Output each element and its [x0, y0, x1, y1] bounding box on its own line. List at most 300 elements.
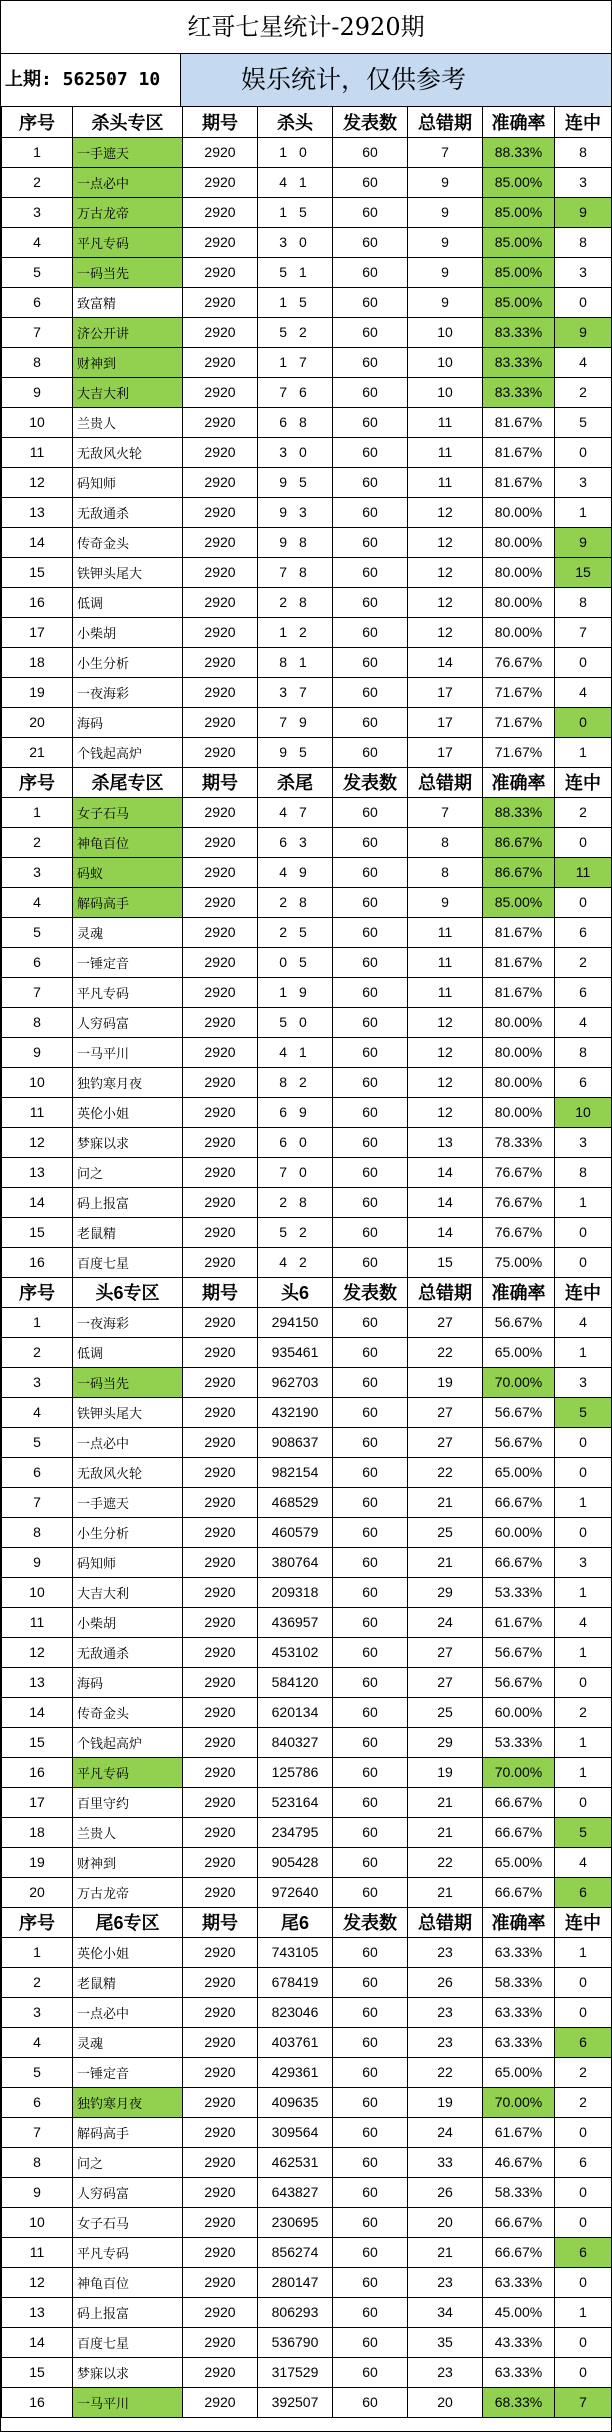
- row-period: 2920: [183, 437, 258, 467]
- row-errors: 21: [408, 1547, 483, 1577]
- row-name: 传奇金头: [73, 527, 183, 557]
- row-errors: 27: [408, 1307, 483, 1337]
- row-errors: 24: [408, 1607, 483, 1637]
- row-value: 294150: [258, 1307, 333, 1337]
- row-no: 4: [2, 1397, 73, 1427]
- row-posts: 60: [333, 587, 408, 617]
- table-row: [2, 1007, 612, 1037]
- row-errors: 9: [408, 257, 483, 287]
- row-errors: 12: [408, 587, 483, 617]
- row-streak: 2: [555, 2057, 612, 2087]
- row-accuracy: 58.33%: [483, 1967, 555, 1997]
- table-row: [2, 977, 612, 1007]
- row-accuracy: 88.33%: [483, 797, 555, 827]
- row-name: 小生分析: [73, 647, 183, 677]
- row-accuracy: 65.00%: [483, 1337, 555, 1367]
- row-posts: 60: [333, 1577, 408, 1607]
- row-posts: 60: [333, 947, 408, 977]
- row-posts: 60: [333, 2057, 408, 2087]
- row-streak: 1: [555, 1337, 612, 1367]
- row-streak: 4: [555, 1007, 612, 1037]
- table-row: [2, 1817, 612, 1847]
- row-streak: 3: [555, 1547, 612, 1577]
- row-value: 409635: [258, 2087, 333, 2117]
- row-errors: 27: [408, 1667, 483, 1697]
- row-posts: 60: [333, 1847, 408, 1877]
- row-no: 13: [2, 497, 73, 527]
- row-value: 2 8: [258, 587, 333, 617]
- row-period: 2920: [183, 647, 258, 677]
- row-name: 小柴胡: [73, 1607, 183, 1637]
- row-posts: 60: [333, 2267, 408, 2297]
- table-row: [2, 1757, 612, 1787]
- row-posts: 60: [333, 1457, 408, 1487]
- section-header-row: [2, 107, 612, 137]
- row-accuracy: 81.67%: [483, 917, 555, 947]
- table-row: [2, 197, 612, 227]
- row-value: 5 2: [258, 1217, 333, 1247]
- row-no: 4: [2, 887, 73, 917]
- header-streak: 连中: [555, 107, 612, 137]
- table-row: [2, 1547, 612, 1577]
- row-name: 梦寐以求: [73, 2357, 183, 2387]
- table-row: [2, 497, 612, 527]
- row-streak: 0: [555, 1427, 612, 1457]
- row-accuracy: 66.67%: [483, 1547, 555, 1577]
- row-no: 7: [2, 977, 73, 1007]
- table-row: [2, 1187, 612, 1217]
- row-no: 8: [2, 2147, 73, 2177]
- row-period: 2920: [183, 2267, 258, 2297]
- row-errors: 21: [408, 1487, 483, 1517]
- row-name: 传奇金头: [73, 1697, 183, 1727]
- row-streak: 0: [555, 2327, 612, 2357]
- table-row: [2, 1667, 612, 1697]
- row-accuracy: 80.00%: [483, 1067, 555, 1097]
- row-accuracy: 76.67%: [483, 647, 555, 677]
- row-value: 584120: [258, 1667, 333, 1697]
- row-name: 财神到: [73, 1847, 183, 1877]
- row-errors: 23: [408, 2027, 483, 2057]
- row-accuracy: 66.67%: [483, 1877, 555, 1907]
- row-period: 2920: [183, 557, 258, 587]
- row-name: 百度七星: [73, 2327, 183, 2357]
- row-errors: 12: [408, 1037, 483, 1067]
- row-value: 125786: [258, 1757, 333, 1787]
- row-accuracy: 65.00%: [483, 2057, 555, 2087]
- row-posts: 60: [333, 467, 408, 497]
- row-period: 2920: [183, 2387, 258, 2417]
- row-period: 2920: [183, 1667, 258, 1697]
- row-name: 一码当先: [73, 1367, 183, 1397]
- row-posts: 60: [333, 1607, 408, 1637]
- row-posts: 60: [333, 317, 408, 347]
- header-errors: 总错期: [408, 107, 483, 137]
- row-errors: 23: [408, 1937, 483, 1967]
- row-posts: 60: [333, 257, 408, 287]
- row-errors: 27: [408, 1397, 483, 1427]
- row-value: 468529: [258, 1487, 333, 1517]
- row-streak: 9: [555, 317, 612, 347]
- row-no: 2: [2, 827, 73, 857]
- row-no: 10: [2, 2207, 73, 2237]
- row-period: 2920: [183, 347, 258, 377]
- header-accuracy: 准确率: [483, 1277, 555, 1307]
- table-row: [2, 1157, 612, 1187]
- header-accuracy: 准确率: [483, 107, 555, 137]
- row-value: 5 0: [258, 1007, 333, 1037]
- row-value: 1 7: [258, 347, 333, 377]
- row-streak: 1: [555, 1187, 612, 1217]
- row-streak: 1: [555, 1937, 612, 1967]
- row-name: 兰贵人: [73, 1817, 183, 1847]
- row-value: 8 2: [258, 1067, 333, 1097]
- table-row: [2, 1937, 612, 1967]
- row-errors: 27: [408, 1427, 483, 1457]
- row-posts: 60: [333, 1097, 408, 1127]
- header-no: 序号: [2, 1907, 73, 1937]
- row-accuracy: 61.67%: [483, 1607, 555, 1637]
- row-posts: 60: [333, 2027, 408, 2057]
- row-name: 神龟百位: [73, 827, 183, 857]
- table-row: [2, 2027, 612, 2057]
- row-value: 2 5: [258, 917, 333, 947]
- row-value: 678419: [258, 1967, 333, 1997]
- row-accuracy: 76.67%: [483, 1157, 555, 1187]
- row-accuracy: 63.33%: [483, 2267, 555, 2297]
- header-errors: 总错期: [408, 767, 483, 797]
- row-period: 2920: [183, 1607, 258, 1637]
- row-name: 一夜海彩: [73, 1307, 183, 1337]
- table-row: [2, 227, 612, 257]
- row-value: 462531: [258, 2147, 333, 2177]
- row-no: 10: [2, 407, 73, 437]
- row-period: 2920: [183, 1637, 258, 1667]
- row-posts: 60: [333, 1007, 408, 1037]
- row-accuracy: 85.00%: [483, 887, 555, 917]
- row-accuracy: 56.67%: [483, 1397, 555, 1427]
- table-row: [2, 587, 612, 617]
- table-row: [2, 1787, 612, 1817]
- row-value: 620134: [258, 1697, 333, 1727]
- row-no: 9: [2, 1547, 73, 1577]
- table-row: [2, 2387, 612, 2417]
- row-period: 2920: [183, 1577, 258, 1607]
- row-name: 小柴胡: [73, 617, 183, 647]
- row-value: 1 5: [258, 287, 333, 317]
- row-no: 14: [2, 1187, 73, 1217]
- row-posts: 60: [333, 1787, 408, 1817]
- row-accuracy: 80.00%: [483, 1007, 555, 1037]
- header-zone: 杀头专区: [73, 107, 183, 137]
- row-posts: 60: [333, 347, 408, 377]
- row-name: 财神到: [73, 347, 183, 377]
- row-errors: 12: [408, 527, 483, 557]
- row-name: 英伦小姐: [73, 1937, 183, 1967]
- row-posts: 60: [333, 2177, 408, 2207]
- row-no: 14: [2, 527, 73, 557]
- row-no: 7: [2, 317, 73, 347]
- row-no: 9: [2, 1037, 73, 1067]
- row-name: 无敌风火轮: [73, 1457, 183, 1487]
- row-streak: 4: [555, 1307, 612, 1337]
- row-no: 9: [2, 2177, 73, 2207]
- row-accuracy: 43.33%: [483, 2327, 555, 2357]
- row-posts: 60: [333, 857, 408, 887]
- row-streak: 1: [555, 737, 612, 767]
- row-no: 14: [2, 1697, 73, 1727]
- row-errors: 9: [408, 167, 483, 197]
- row-name: 低调: [73, 587, 183, 617]
- header-errors: 总错期: [408, 1277, 483, 1307]
- row-name: 灵魂: [73, 917, 183, 947]
- row-posts: 60: [333, 707, 408, 737]
- row-period: 2920: [183, 857, 258, 887]
- row-value: 209318: [258, 1577, 333, 1607]
- row-errors: 26: [408, 1967, 483, 1997]
- section-header-row: [2, 1907, 612, 1937]
- row-no: 21: [2, 737, 73, 767]
- row-errors: 23: [408, 1997, 483, 2027]
- row-no: 3: [2, 1367, 73, 1397]
- row-streak: 0: [555, 887, 612, 917]
- row-value: 643827: [258, 2177, 333, 2207]
- row-period: 2920: [183, 1037, 258, 1067]
- row-posts: 60: [333, 1397, 408, 1427]
- row-value: 806293: [258, 2297, 333, 2327]
- row-errors: 22: [408, 1457, 483, 1487]
- row-posts: 60: [333, 737, 408, 767]
- row-streak: 0: [555, 647, 612, 677]
- row-period: 2920: [183, 2207, 258, 2237]
- row-accuracy: 83.33%: [483, 377, 555, 407]
- row-period: 2920: [183, 2177, 258, 2207]
- row-accuracy: 56.67%: [483, 1307, 555, 1337]
- stats-table-body: [2, 107, 612, 2417]
- row-value: 6 8: [258, 407, 333, 437]
- row-accuracy: 70.00%: [483, 1757, 555, 1787]
- row-value: 432190: [258, 1397, 333, 1427]
- row-no: 16: [2, 1757, 73, 1787]
- row-value: 856274: [258, 2237, 333, 2267]
- row-name: 百度七星: [73, 1247, 183, 1277]
- row-posts: 60: [333, 137, 408, 167]
- row-accuracy: 45.00%: [483, 2297, 555, 2327]
- row-period: 2920: [183, 1157, 258, 1187]
- row-period: 2920: [183, 917, 258, 947]
- row-errors: 8: [408, 827, 483, 857]
- row-name: 码上报富: [73, 2297, 183, 2327]
- table-row: [2, 707, 612, 737]
- header-value: 杀尾: [258, 767, 333, 797]
- table-row: [2, 2207, 612, 2237]
- row-posts: 60: [333, 977, 408, 1007]
- row-accuracy: 56.67%: [483, 1427, 555, 1457]
- row-value: 429361: [258, 2057, 333, 2087]
- row-errors: 11: [408, 917, 483, 947]
- row-period: 2920: [183, 1757, 258, 1787]
- row-name: 海码: [73, 1667, 183, 1697]
- table-row: [2, 1307, 612, 1337]
- row-name: 平凡专码: [73, 977, 183, 1007]
- row-name: 神龟百位: [73, 2267, 183, 2297]
- row-period: 2920: [183, 2297, 258, 2327]
- row-streak: 1: [555, 2297, 612, 2327]
- row-errors: 35: [408, 2327, 483, 2357]
- row-posts: 60: [333, 1547, 408, 1577]
- row-value: 6 3: [258, 827, 333, 857]
- row-streak: 0: [555, 287, 612, 317]
- row-value: 8 1: [258, 647, 333, 677]
- row-streak: 0: [555, 2207, 612, 2237]
- row-posts: 60: [333, 917, 408, 947]
- header-value: 尾6: [258, 1907, 333, 1937]
- row-streak: 6: [555, 917, 612, 947]
- row-no: 7: [2, 2117, 73, 2147]
- row-posts: 60: [333, 1367, 408, 1397]
- row-period: 2920: [183, 827, 258, 857]
- row-accuracy: 61.67%: [483, 2117, 555, 2147]
- row-accuracy: 63.33%: [483, 1997, 555, 2027]
- row-errors: 12: [408, 1097, 483, 1127]
- row-accuracy: 58.33%: [483, 2177, 555, 2207]
- row-streak: 5: [555, 1817, 612, 1847]
- row-period: 2920: [183, 587, 258, 617]
- row-errors: 19: [408, 1367, 483, 1397]
- row-no: 18: [2, 1817, 73, 1847]
- row-errors: 13: [408, 1127, 483, 1157]
- row-errors: 7: [408, 797, 483, 827]
- row-no: 20: [2, 707, 73, 737]
- row-streak: 8: [555, 227, 612, 257]
- header-streak: 连中: [555, 1907, 612, 1937]
- row-posts: 60: [333, 2087, 408, 2117]
- table-row: [2, 317, 612, 347]
- row-no: 11: [2, 437, 73, 467]
- row-posts: 60: [333, 1757, 408, 1787]
- row-no: 15: [2, 557, 73, 587]
- row-posts: 60: [333, 1037, 408, 1067]
- row-errors: 24: [408, 2117, 483, 2147]
- row-posts: 60: [333, 1487, 408, 1517]
- row-errors: 9: [408, 227, 483, 257]
- row-name: 解码高手: [73, 887, 183, 917]
- row-errors: 11: [408, 977, 483, 1007]
- row-streak: 6: [555, 1067, 612, 1097]
- row-accuracy: 80.00%: [483, 557, 555, 587]
- row-posts: 60: [333, 1637, 408, 1667]
- row-no: 10: [2, 1577, 73, 1607]
- table-row: [2, 1247, 612, 1277]
- row-name: 低调: [73, 1337, 183, 1367]
- row-posts: 60: [333, 2327, 408, 2357]
- row-period: 2920: [183, 2117, 258, 2147]
- table-row: [2, 1217, 612, 1247]
- row-errors: 12: [408, 617, 483, 647]
- row-name: 一锤定音: [73, 947, 183, 977]
- row-value: 4 7: [258, 797, 333, 827]
- row-streak: 5: [555, 1397, 612, 1427]
- header-zone: 尾6专区: [73, 1907, 183, 1937]
- row-name: 人穷码富: [73, 1007, 183, 1037]
- row-value: 230695: [258, 2207, 333, 2237]
- row-value: 9 3: [258, 497, 333, 527]
- row-errors: 25: [408, 1697, 483, 1727]
- row-name: 独钓寒月夜: [73, 2087, 183, 2117]
- row-no: 12: [2, 467, 73, 497]
- row-posts: 60: [333, 167, 408, 197]
- row-name: 一点必中: [73, 1997, 183, 2027]
- table-row: [2, 1967, 612, 1997]
- row-streak: 2: [555, 797, 612, 827]
- row-posts: 60: [333, 1307, 408, 1337]
- row-streak: 3: [555, 1127, 612, 1157]
- row-streak: 2: [555, 1697, 612, 1727]
- row-period: 2920: [183, 977, 258, 1007]
- row-name: 解码高手: [73, 2117, 183, 2147]
- row-accuracy: 76.67%: [483, 1187, 555, 1217]
- row-value: 453102: [258, 1637, 333, 1667]
- row-name: 万古龙帝: [73, 197, 183, 227]
- row-streak: 15: [555, 557, 612, 587]
- table-row: [2, 2177, 612, 2207]
- row-no: 3: [2, 1997, 73, 2027]
- row-value: 392507: [258, 2387, 333, 2417]
- row-accuracy: 65.00%: [483, 1847, 555, 1877]
- row-no: 11: [2, 1607, 73, 1637]
- row-no: 5: [2, 2057, 73, 2087]
- row-value: 3 0: [258, 227, 333, 257]
- row-period: 2920: [183, 467, 258, 497]
- row-posts: 60: [333, 497, 408, 527]
- row-value: 5 2: [258, 317, 333, 347]
- row-value: 7 0: [258, 1157, 333, 1187]
- row-errors: 12: [408, 497, 483, 527]
- row-errors: 9: [408, 197, 483, 227]
- row-no: 5: [2, 257, 73, 287]
- row-errors: 10: [408, 317, 483, 347]
- row-no: 11: [2, 1097, 73, 1127]
- table-row: [2, 1997, 612, 2027]
- row-value: 1 9: [258, 977, 333, 1007]
- row-value: 4 1: [258, 1037, 333, 1067]
- table-row: [2, 827, 612, 857]
- row-accuracy: 85.00%: [483, 227, 555, 257]
- row-errors: 21: [408, 1787, 483, 1817]
- table-row: [2, 1877, 612, 1907]
- row-no: 17: [2, 1787, 73, 1817]
- row-posts: 60: [333, 1427, 408, 1457]
- row-period: 2920: [183, 527, 258, 557]
- row-no: 16: [2, 587, 73, 617]
- row-value: 536790: [258, 2327, 333, 2357]
- row-accuracy: 56.67%: [483, 1637, 555, 1667]
- row-posts: 60: [333, 2357, 408, 2387]
- row-streak: 1: [555, 497, 612, 527]
- row-posts: 60: [333, 1697, 408, 1727]
- row-streak: 3: [555, 467, 612, 497]
- table-row: [2, 887, 612, 917]
- row-period: 2920: [183, 1337, 258, 1367]
- row-no: 6: [2, 287, 73, 317]
- row-errors: 9: [408, 287, 483, 317]
- row-period: 2920: [183, 1307, 258, 1337]
- row-value: 9 5: [258, 737, 333, 767]
- row-no: 3: [2, 857, 73, 887]
- row-errors: 34: [408, 2297, 483, 2327]
- row-accuracy: 80.00%: [483, 1097, 555, 1127]
- row-name: 大吉大利: [73, 1577, 183, 1607]
